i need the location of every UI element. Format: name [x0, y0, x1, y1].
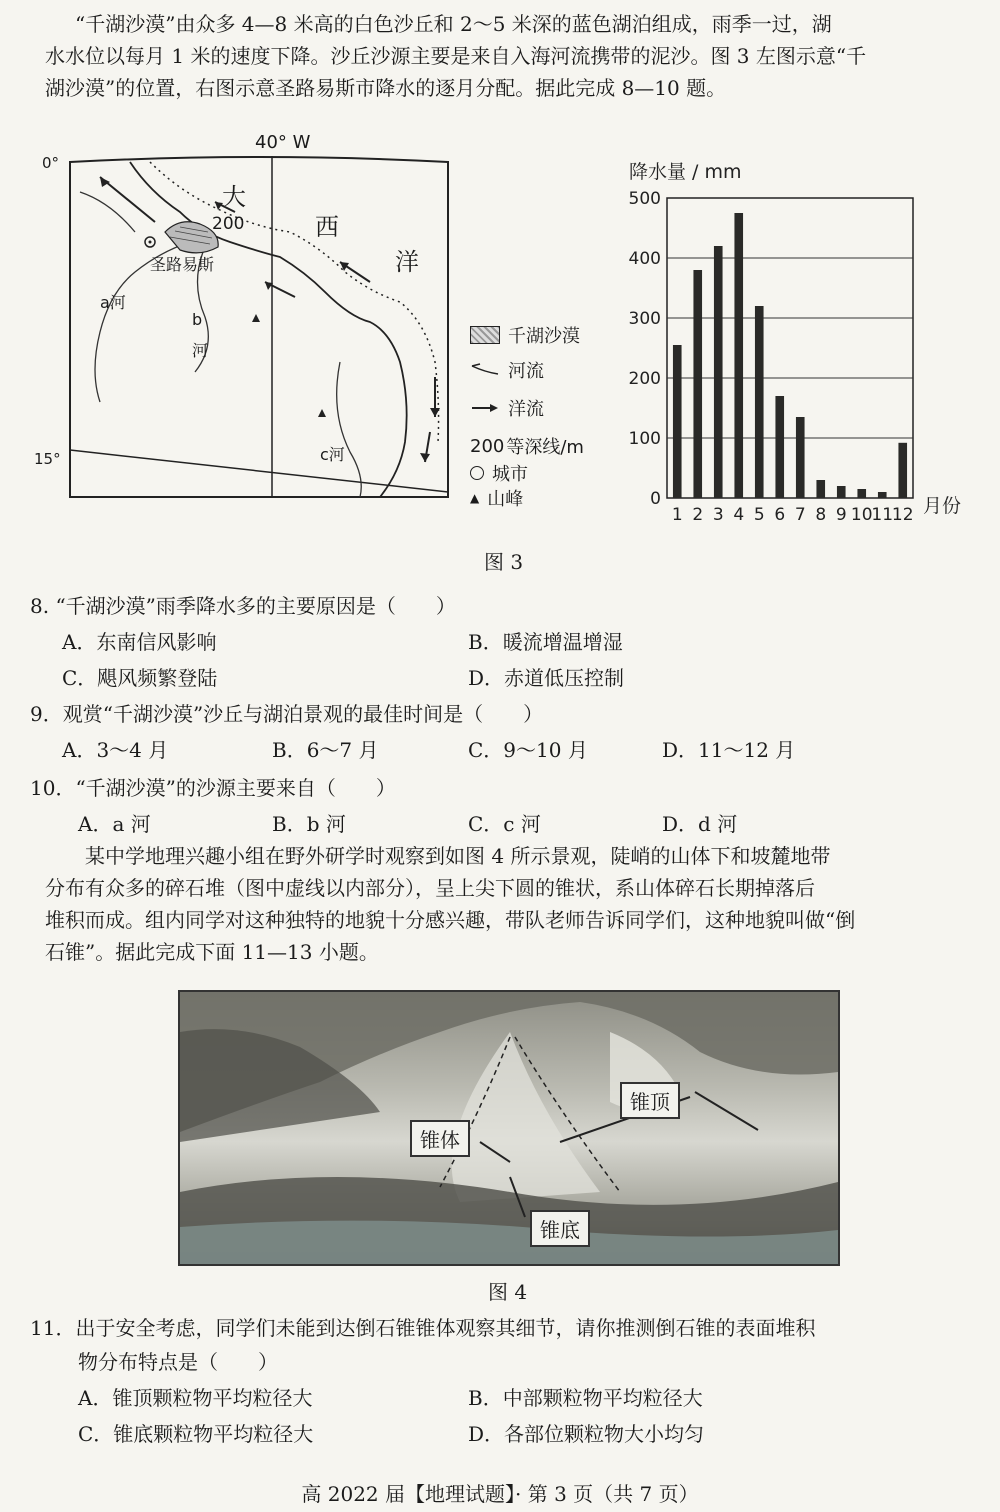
contour-label: 200 — [212, 214, 245, 234]
chart-x-tick-label: 12 — [891, 505, 914, 525]
chart-x-tick-label: 7 — [794, 505, 806, 525]
chart-x-tick-label: 8 — [815, 505, 827, 525]
q10-option-b: B．b 河 — [272, 812, 346, 836]
legend-city-label: 城市 — [492, 464, 528, 485]
q9-option-a: A．3～4 月 — [62, 738, 169, 762]
legend-isobath-value: 200 — [470, 435, 505, 457]
legend-current — [470, 395, 544, 421]
river-b-label-1: b — [192, 310, 203, 329]
legend-peak — [470, 485, 523, 511]
legend-river — [470, 357, 544, 383]
chart-x-tick-label: 2 — [692, 505, 704, 525]
coastline — [130, 162, 407, 497]
figure4-caption: 图 4 — [488, 1280, 528, 1304]
q8-option-c: C．飓风频繁登陆 — [62, 666, 218, 690]
chart-x-tick-label: 1 — [671, 505, 683, 525]
legend-desert-label: 千湖沙漠 — [508, 326, 580, 347]
river-legend-icon — [470, 362, 500, 378]
intro-line-2: 水水位以每月 1 米的速度下降。沙丘沙源主要是来自入海河流携带的泥沙。图 3 左图示意“千 — [45, 44, 867, 68]
legend-city — [470, 460, 528, 486]
label-cone-bottom: 锥底 — [530, 1210, 590, 1247]
lat-top-label: 0° — [42, 154, 60, 172]
river-c-label: c河 — [320, 445, 345, 464]
page-footer: 高 2022 届【地理试题】· 第 3 页（共 7 页） — [301, 1482, 699, 1506]
q8-stem: 8. “千湖沙漠”雨季降水多的主要原因是（ ） — [30, 594, 456, 618]
chart-bar — [898, 443, 907, 498]
chart-bar — [673, 345, 682, 498]
q10-option-d: D．d 河 — [662, 812, 738, 836]
q10-option-a: A．a 河 — [78, 812, 151, 836]
scree-photo — [178, 990, 840, 1266]
chart-x-axis-label: 月份 — [923, 495, 962, 517]
isobath-line — [150, 162, 439, 442]
chart-bar — [857, 489, 866, 498]
ocean-label-3: 洋 — [395, 248, 419, 276]
longitude-label: 40° W — [255, 132, 311, 153]
chart-y-tick-label: 500 — [628, 189, 661, 209]
chart-x-tick-label: 5 — [753, 505, 765, 525]
river-b-label-2: 河 — [192, 341, 209, 360]
legend-isobath-label: 等深线/m — [506, 437, 584, 458]
q11-option-d: D．各部位颗粒物大小均匀 — [468, 1422, 705, 1446]
peak-marker-1 — [252, 314, 260, 322]
legend-river-label: 河流 — [508, 361, 544, 382]
q11-option-a: A．锥顶颗粒物平均粒径大 — [78, 1386, 313, 1410]
legend-current-label: 洋流 — [508, 399, 544, 420]
river-a-label: a河 — [100, 293, 126, 312]
chart-bar — [837, 486, 846, 498]
q11-option-b: B．中部颗粒物平均粒径大 — [468, 1386, 703, 1410]
map-svg — [40, 132, 460, 532]
latitude-line — [70, 450, 448, 492]
scree-cone-shape — [452, 1032, 600, 1202]
chart-x-tick-label: 10 — [850, 505, 873, 525]
q8-option-d: D．赤道低压控制 — [468, 666, 625, 690]
chart-x-tick-label: 9 — [835, 505, 847, 525]
q9-option-b: B．6～7 月 — [272, 738, 379, 762]
intro-line-3: 湖沙漠”的位置，右图示意圣路易斯市降水的逐月分配。据此完成 8—10 题。 — [45, 76, 727, 100]
chart-plot-frame — [667, 198, 913, 498]
map-figure — [34, 132, 460, 532]
chart-bar — [816, 480, 825, 498]
chart-bar — [775, 396, 784, 498]
q11-option-c: C．锥底颗粒物平均粒径大 — [78, 1422, 314, 1446]
intro-line-1: “千湖沙漠”由众多 4—8 米高的白色沙丘和 2～5 米深的蓝色湖泊组成，雨季一过，湖 — [75, 12, 832, 36]
q10-option-c: C．c 河 — [468, 812, 541, 836]
ocean-label-2: 西 — [315, 213, 339, 241]
passage2-line-3: 堆积而成。组内同学对这种独特的地貌十分感兴趣，带队老师告诉同学们，这种地貌叫做“倒 — [45, 908, 856, 932]
chart-x-tick-label: 6 — [774, 505, 786, 525]
passage2-line-1: 某中学地理兴趣小组在野外研学时观察到如图 4 所示景观，陡峭的山体下和坡麓地带 — [45, 844, 831, 868]
map-frame — [70, 157, 448, 497]
chart-x-tick-label: 4 — [733, 505, 745, 525]
figure3-caption: 图 3 — [484, 550, 524, 574]
chart-bar — [796, 417, 805, 498]
chart-bar — [734, 213, 743, 498]
chart-y-axis-label: 降水量 / mm — [629, 161, 742, 183]
chart-x-tick-label: 3 — [712, 505, 724, 525]
chart-y-tick-label: 0 — [650, 489, 661, 509]
chart-bar — [714, 246, 723, 498]
q8-option-b: B．暖流增温增湿 — [468, 630, 623, 654]
chart-y-tick-label: 400 — [628, 249, 661, 269]
city-legend-icon — [470, 466, 484, 480]
chart-bar — [693, 270, 702, 498]
passage2-line-4: 石锥”。据此完成下面 11—13 小题。 — [45, 940, 379, 964]
river-c — [337, 362, 362, 497]
photo-svg — [180, 992, 838, 1264]
q9-stem: 9．观赏“千湖沙漠”沙丘与湖泊景观的最佳时间是（ ） — [30, 702, 544, 726]
chart-x-tick-label: 11 — [871, 505, 894, 525]
label-cone-body: 锥体 — [410, 1120, 470, 1157]
q9-option-c: C．9～10 月 — [468, 738, 588, 762]
chart-y-tick-label: 200 — [628, 369, 661, 389]
legend-desert — [470, 322, 580, 348]
chart-bar — [878, 492, 887, 498]
ocean-label-1: 大 — [222, 183, 246, 211]
chart-y-tick-label: 100 — [628, 429, 661, 449]
chart-bar — [755, 306, 764, 498]
q11-stem-2: 物分布特点是（ ） — [78, 1350, 278, 1374]
lat-bottom-label: 15° — [34, 450, 61, 468]
desert-legend-icon — [470, 326, 500, 344]
label-arrow-top-2 — [695, 1092, 758, 1130]
precip-chart — [615, 150, 995, 530]
current-legend-icon — [470, 400, 500, 416]
q9-option-d: D．11～12 月 — [662, 738, 796, 762]
label-cone-top: 锥顶 — [620, 1082, 680, 1119]
passage2-line-2: 分布有众多的碎石堆（图中虚线以内部分），呈上尖下圆的锥状，系山体碎石长期掉落后 — [45, 876, 815, 900]
passage-2 — [45, 840, 975, 968]
legend-peak-label: 山峰 — [487, 489, 524, 510]
q10-stem: 10．“千湖沙漠”的沙源主要来自（ ） — [30, 776, 396, 800]
chart-svg — [615, 150, 995, 530]
peak-marker-2 — [318, 409, 326, 417]
city-label: 圣路易斯 — [150, 255, 215, 274]
q8-option-a: A．东南信风影响 — [62, 630, 217, 654]
legend-isobath — [470, 433, 584, 459]
intro-passage — [45, 8, 975, 104]
peak-legend-icon: ▲ — [470, 491, 480, 505]
q11-stem-1: 11．出于安全考虑，同学们未能到达倒石锥锥体观察其细节，请你推测倒石锥的表面堆积 — [30, 1316, 816, 1340]
chart-y-tick-label: 300 — [628, 309, 661, 329]
